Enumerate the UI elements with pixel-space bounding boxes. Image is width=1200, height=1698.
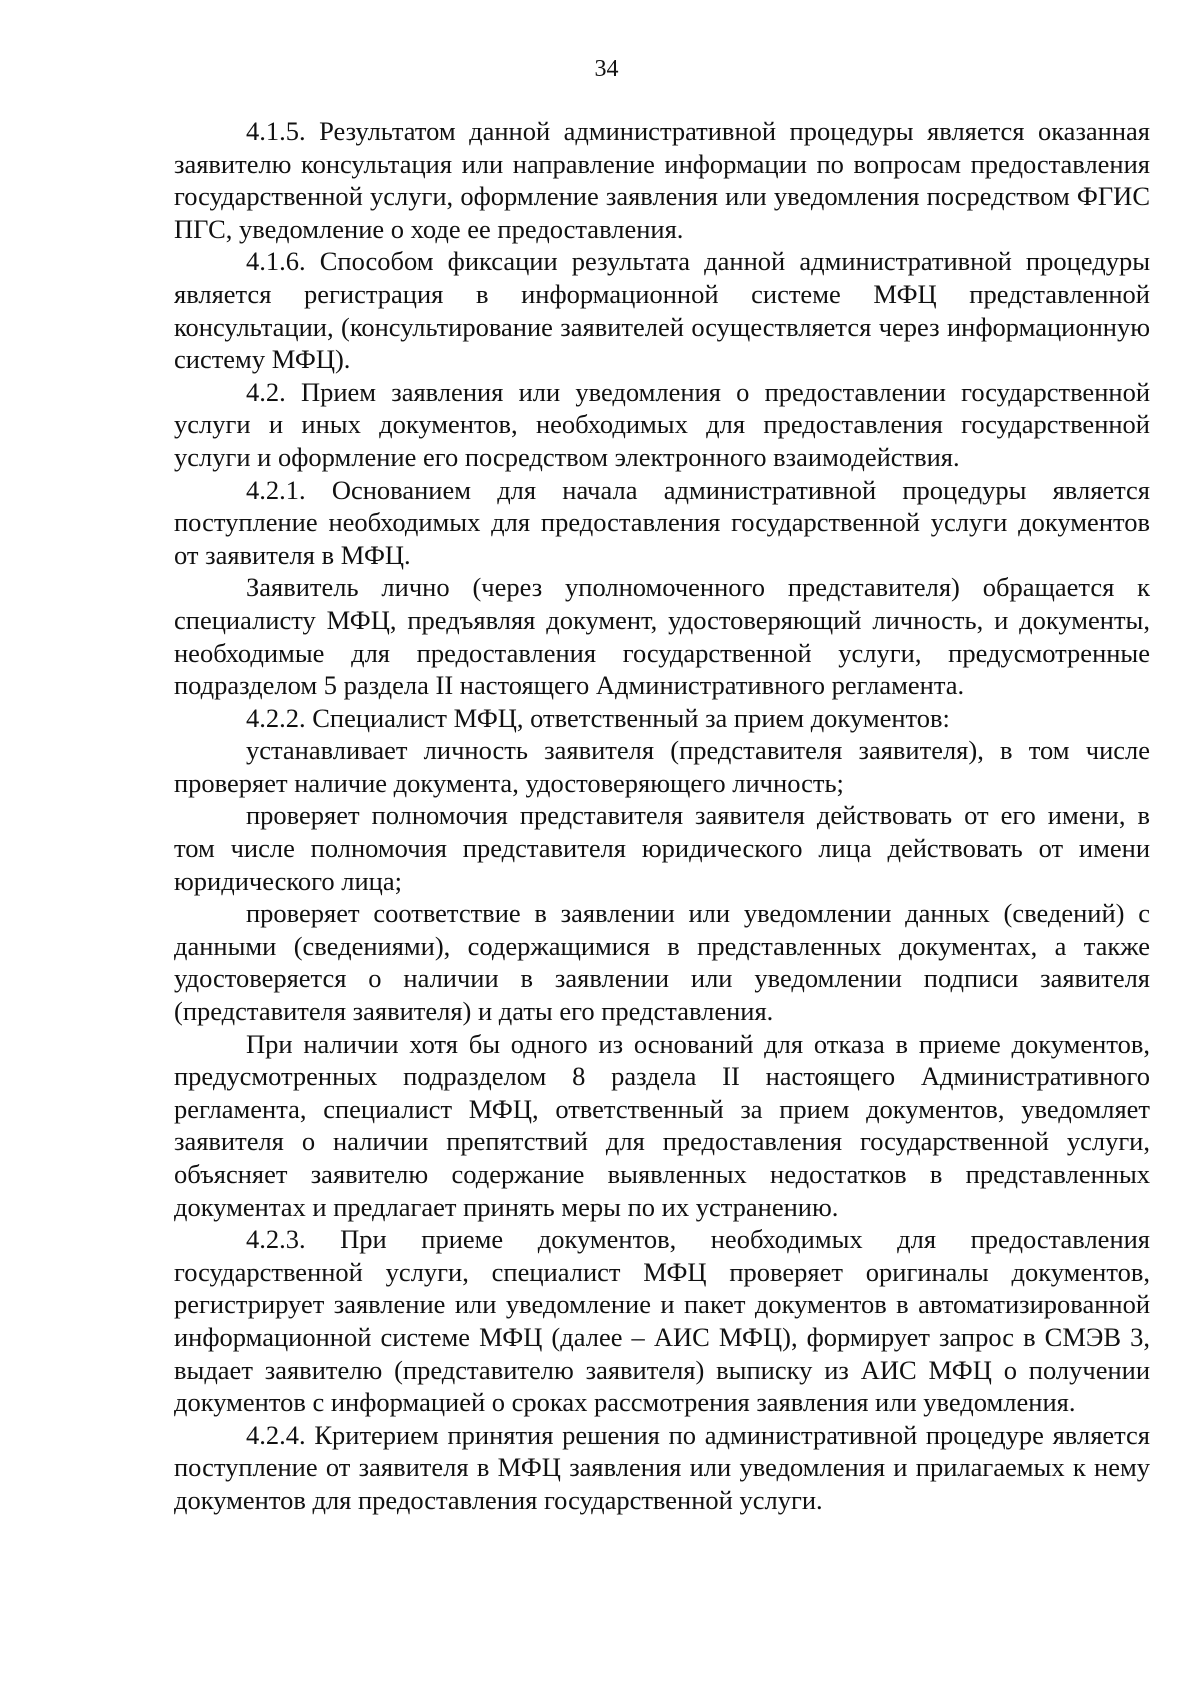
paragraph-4-2-1: 4.2.1. Основанием для начала административной процедуры является поступление необходимых для предоставления государственной услуги документов от заявителя в МФЦ. — [174, 474, 1150, 570]
paragraph-checks-authority: проверяет полномочия представителя заявителя действовать от его имени, в том числе полномочия представителя юридического лица действовать от имени юридического лица; — [174, 800, 1150, 896]
paragraph-4-1-6: 4.1.6. Способом фиксации результата данной административной процедуры является регистрация в информационной системе МФЦ представленной консультации, (консультирование заявителей осуществляется через информационную систему МФЦ). — [174, 246, 1150, 375]
paragraph-refusal-grounds: При наличии хотя бы одного из оснований для отказа в приеме документов, предусмотренных подразделом 8 раздела II настоящего Административного регламента, специалист МФЦ, ответственный за прием документов, уведомляет заявителя о наличии препятствий для предоставления государственной услуги, объясняет заявителю содержание выявленных недостатков в представленных документах и предлагает принять меры по их устранению. — [174, 1028, 1150, 1222]
page-number: 34 — [594, 56, 619, 82]
paragraph-4-2-2: 4.2.2. Специалист МФЦ, ответственный за прием документов: — [246, 702, 950, 733]
paragraph-applicant-personally: Заявитель лично (через уполномоченного представителя) обращается к специалисту МФЦ, предъявляя документ, удостоверяющий личность, и документы, необходимые для предоставления государственной услуги, предусмотренные подразделом 5 раздела II настоящего Административного регламента. — [174, 572, 1150, 701]
paragraph-4-2-3: 4.2.3. При приеме документов, необходимых для предоставления государственной услуги, специалист МФЦ проверяет оригиналы документов, регистрирует заявление или уведомление и пакет документов в автоматизированной информационной системе МФЦ (далее – АИС МФЦ), формирует запрос в СМЭВ 3, выдает заявителю (представителю заявителя) выписку из АИС МФЦ о получении документов с информацией о сроках рассмотрения заявления или уведомления. — [174, 1224, 1150, 1418]
paragraph-4-1-5: 4.1.5. Результатом данной административной процедуры является оказанная заявителю консультация или направление информации по вопросам предоставления государственной услуги, оформление заявления или уведомления посредством ФГИС ПГС, уведомление о ходе ее предоставления. — [174, 116, 1150, 244]
paragraph-checks-conformity: проверяет соответствие в заявлении или уведомлении данных (сведений) с данными (сведениями), содержащимися в представленных документах, а также удостоверяется о наличии в заявлении или уведомлении подписи заявителя (представителя заявителя) и даты его представления. — [174, 898, 1150, 1027]
paragraph-4-2: 4.2. Прием заявления или уведомления о предоставлении государственной услуги и иных документов, необходимых для предоставления государственной услуги и оформление его посредством электронного взаимодействия. — [174, 376, 1150, 472]
document-body — [174, 115, 1150, 1517]
paragraph-4-2-4: 4.2.4. Критерием принятия решения по административной процедуре является поступление от заявителя в МФЦ заявления или уведомления и прилагаемых к нему документов для предоставления государственной услуги. — [174, 1419, 1150, 1515]
paragraph-establishes-identity: устанавливает личность заявителя (представителя заявителя), в том числе проверяет наличие документа, удостоверяющего личность; — [174, 735, 1150, 798]
